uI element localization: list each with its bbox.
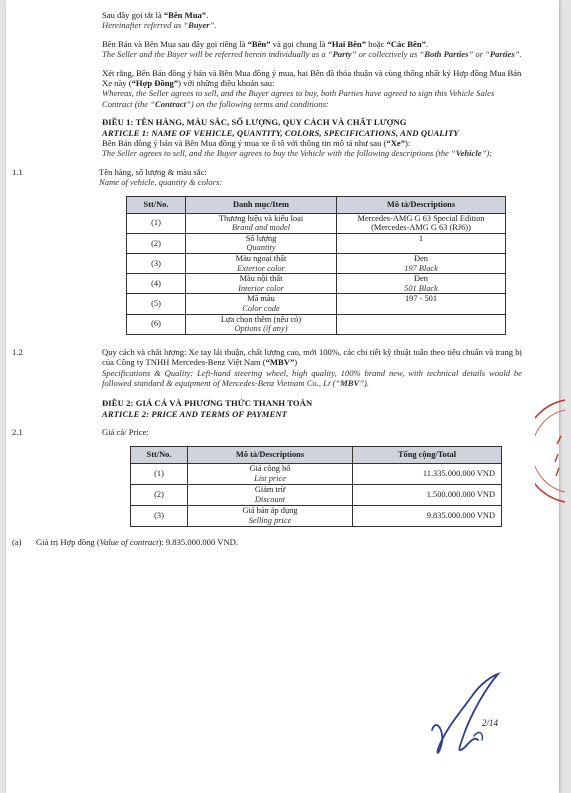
table-row: (3) Giá bán áp dụng Selling price 9.835.000.000 VND [131, 505, 502, 526]
company-stamp-icon [535, 396, 565, 506]
section-2-1: 2.1 Giá cả/ Price: [12, 427, 149, 438]
price-table [130, 446, 502, 527]
page-number: 2/14 [482, 718, 499, 728]
table-row: (6) Lựa chọn thêm (nếu có) Options (if any) [127, 314, 506, 334]
table-row: (4) Màu nội thất Interior color Đen 501 Black [127, 274, 506, 294]
table-row: (5) Mã màu Color code 197 - 501 [127, 294, 506, 314]
table-row: (2) Giảm trừ Discount 1.500.000.000 VND [131, 484, 502, 505]
buyer-definition: Sau đây gọi tắt là “Bên Mua”. Hereinafter referred as “Buyer”. [102, 10, 217, 31]
table-row: (3) Màu ngoại thất Exterior color Đen 197 Black [127, 254, 506, 274]
section-1-2: 1.2 Quy cách và chất lượng: Xe tay lái thuận, chất lượng cao, mới 100%, các chi tiết kỹ thuật tuân theo tiêu chuẩn và trang bị của Công ty TNHH Mercedes-Benz Việt Nam (“MBV”) Specifications & Quality: Left-hand steering wheel, high quality, 100% brand new, with technical details would be followed standard & equipment of Mercedes-Benz Vietnam Co., Lt (“MBV”). [12, 346, 522, 389]
table-row: (2) Số lượng Quantity 1 [127, 233, 506, 253]
table-header-row: Stt/No. Mô tả/Descriptions Tổng cộng/Total [131, 446, 502, 463]
table-header-row: Stt/No. Danh mục/Item Mô tả/Descriptions [127, 196, 506, 213]
article1-title: ĐIỀU 1: TÊN HÀNG, MÀU SẮC, SỐ LƯỢNG, QUY CÁCH VÀ CHẤT LƯỢNG [102, 117, 407, 128]
article1-intro: Bên Bán đồng ý bán và Bên Mua đồng ý mua xe ô tô với thông tin mô tả như sau (“Xe”): The Seller agrees to sell, and the Buyer agrees to buy the Vehicle with the following descriptions (the “Vehicle”): [102, 138, 493, 159]
table-row: (1) Thương hiệu và kiểu loại Brand and model Mercedes-AMG G 63 Special Edition (Mercedes-AMG G 63 (RJ6)) [127, 213, 506, 233]
parties-definition: Bên Bán và Bên Mua sau đây gọi riêng là “Bên” và gọi chung là “Hai Bên” hoặc “Các Bên”. The Seller and the Buyer will be referred herein individually as a “Party” or collectively as “Both Parties” or “Parties”. [102, 38, 522, 60]
whereas-clause: Xét rằng, Bên Bán đồng ý bán và Bên Mua đồng ý mua, hai Bên đã thỏa thuận và cùng thống nhất ký Hợp đồng Mua Bán Xe này (“Hợp Đồng”) với những điều khoản sau: Whereas, the Seller agrees to sell, and the Buyer agrees to buy, both Parties have agreed to sign this Vehicle Sales Contract (the “Contract”) on the following terms and conditions: [102, 67, 522, 109]
section-1-1: 1.1 Tên hàng, số lượng & màu sắc: Name of vehicle, quantity & colors: [12, 166, 223, 188]
article2-title-en: ARTICLE 2: PRICE AND TERMS OF PAYMENT [102, 408, 287, 419]
vehicle-table [126, 196, 506, 335]
table-row: (1) Giá công bố List price 11.335.000.000 VND [131, 463, 502, 484]
clause-a: (a) Giá trị Hợp đồng (Value of contract): 9.835.000.000 VND. [12, 536, 239, 547]
article2-title: ĐIỀU 2: GIÁ CẢ VÀ PHƯƠNG THỨC THANH TOÁN [102, 398, 313, 409]
article1-title-en: ARTICLE 1: NAME OF VEHICLE, QUANTITY, COLORS, SPECIFICATIONS, AND QUALITY [102, 127, 459, 138]
document-page [6, 0, 559, 793]
document-body [12, 10, 522, 547]
signature-icon [414, 670, 524, 770]
